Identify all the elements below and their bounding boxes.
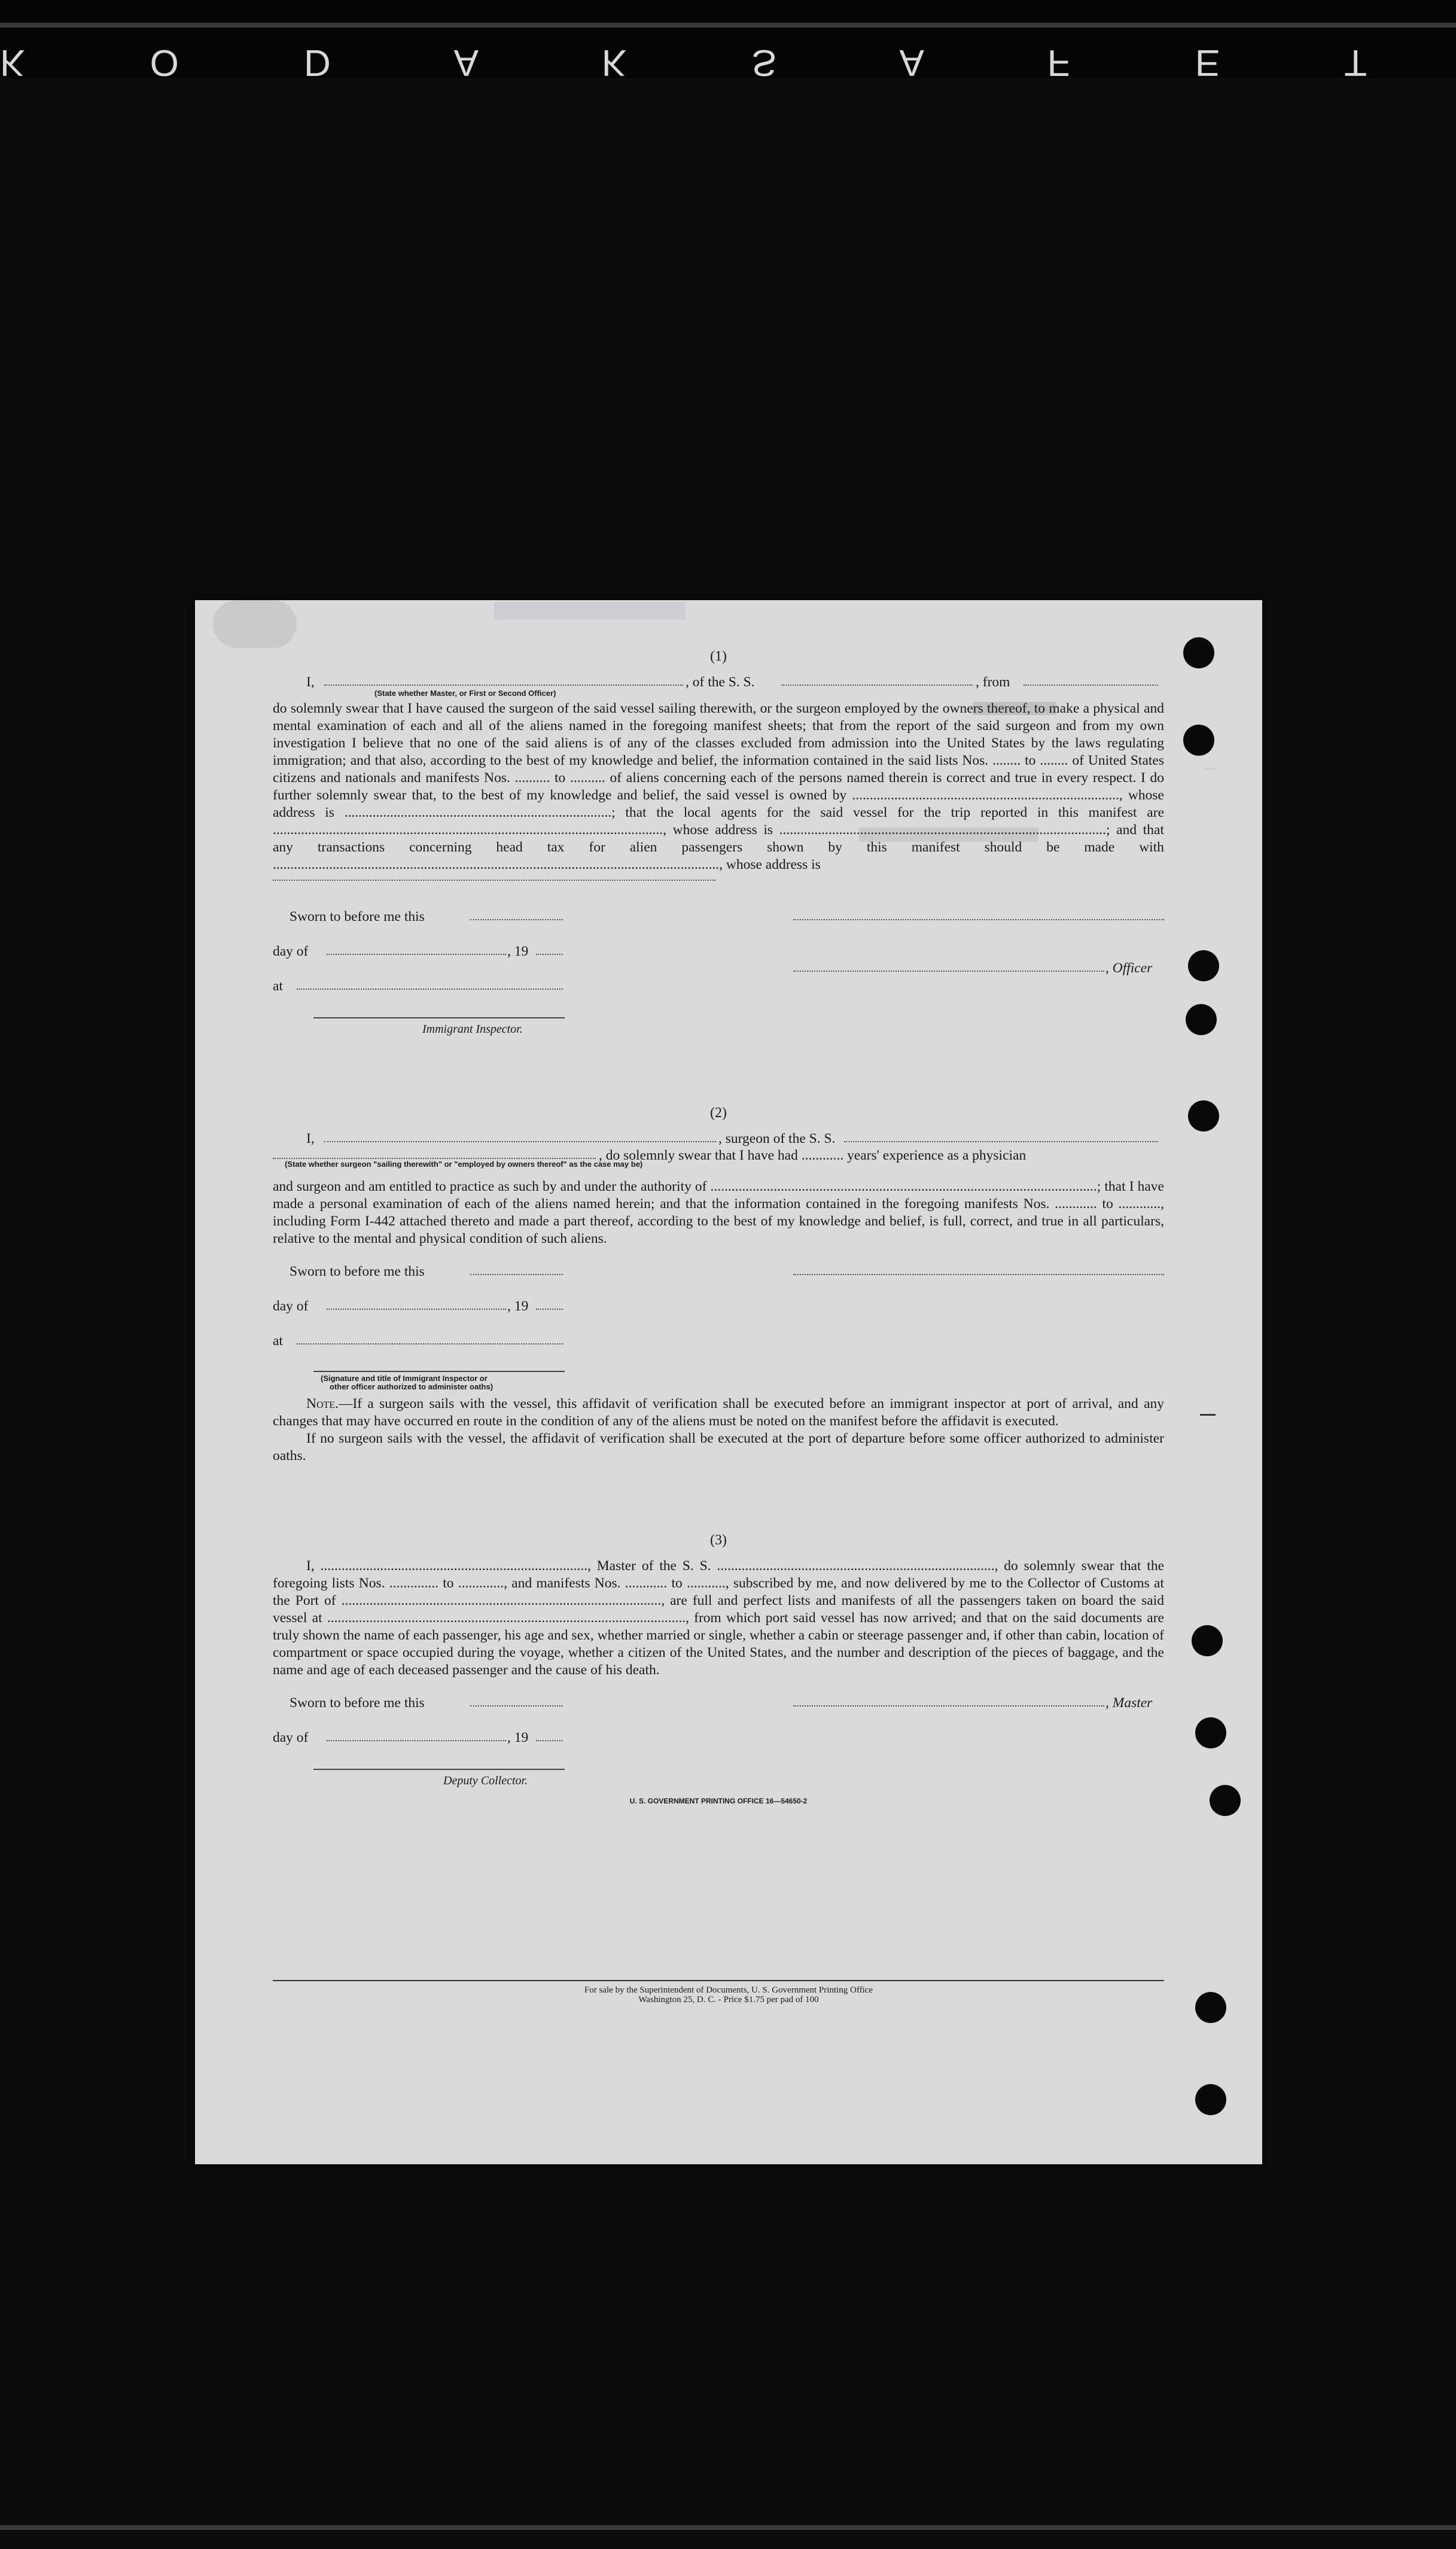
surgeon-status-field[interactable] [273,1147,596,1159]
section1-header-line [273,674,1164,700]
immigrant-inspector-caption: Immigrant Inspector. [422,1023,523,1036]
officer-label: , Officer [1105,960,1153,976]
section1-oath-text: do solemnly swear that I have caused the surgeon of the said vessel sailing therewith, or the surgeon employed by the owners thereof, to make a physical and mental examination of each and all of the aliens named in the foregoing manifest sheets; that from the report of the said surgeon and from my own investigation I believe that no one of the said aliens is of any of the classes excluded from admission into the United States by the laws regulating immigration; and that also, according to the best of my knowledge and belief, the information contained in the said lists Nos. ........ to ........ of United States citizens and nationals and manifests Nos. .......... to .......... of aliens concerning each of the persons named therein is correct and true in every respect. I do further solemnly swear that, to the best of my knowledge and belief, the said vessel is owned by ............................................................................, whose address is ............................................................................; that the local agents for the said vessel for the trip reported in this manifest are ..............................................................................................................., whose address is .............................................................................................; and that any transactions concerning head tax for alien passengers shown by this manifest should be made with ..............................................................................................................................., whose address is [273,701,1164,872]
surgeon-status-caption: (State whether surgeon "sailing therewith" or "employed by owners thereof" as the case may be) [285,1160,643,1169]
i-label: I, [306,1131,315,1146]
month-field[interactable] [327,1729,506,1741]
edge-mark [1200,1414,1216,1416]
vessel-field[interactable] [781,674,973,686]
printer-imprint: U. S. GOVERNMENT PRINTING OFFICE 16—54650-2 [629,1797,808,1805]
punch-hole [1188,950,1219,981]
section-number: (1) [710,649,727,664]
section2-oath-text: and surgeon and am entitled to practice as such by and under the authority of ..............................................................................................................; that I have made a personal examination of each of the aliens named herein; and that the information contained in the foregoing manifests Nos. ............ to ............, including Form I-442 attached thereto and made a part thereof, according to the best of my knowledge and belief, is full, correct, and true in all particulars, relative to the mental and physical condition of such aliens. [273,1179,1164,1246]
manifest-verification-page [195,600,1262,2164]
master-signature-field[interactable] [793,1695,1104,1707]
name-field[interactable] [324,674,683,686]
punch-hole [1210,1785,1241,1816]
footer-rule [273,1980,1164,1981]
section1-signature-block [273,908,1164,1046]
footer-line1: For sale by the Superintendent of Documents, U. S. Government Printing Office [584,1985,873,1995]
from-label: , from [976,674,1010,690]
section2-header [273,1130,1164,1178]
year-label: , 19 [507,944,529,959]
sworn-label: Sworn to before me this [290,909,425,924]
at-label: at [273,1333,283,1349]
day-of-label: day of [273,1298,309,1314]
of-ss-label: , of the S. S. [686,674,755,690]
punch-hole [1188,1100,1219,1131]
bleed-through-mark [213,600,297,648]
deputy-collector-caption: Deputy Collector. [443,1774,528,1787]
sworn-label: Sworn to before me this [290,1695,425,1711]
year-field[interactable] [536,1729,563,1741]
day-of-label: day of [273,1730,309,1745]
punch-hole [1183,725,1214,756]
master-label: , Master [1105,1695,1153,1711]
sworn-label: Sworn to before me this [290,1264,425,1279]
section-number: (3) [710,1532,727,1548]
signature-caption-line1: (Signature and title of Immigrant Inspector or [321,1374,488,1383]
day-of-label: day of [273,944,309,959]
year-field[interactable] [536,943,563,955]
punch-hole [1195,1717,1226,1748]
note-text: —If a surgeon sails with the vessel, this affidavit of verification shall be executed before an immigrant inspector at port of arrival, and any changes that may have occurred en route in the condition of any of the aliens must be noted on the manifest before the affidavit is executed. [273,1396,1164,1429]
edge-mark [1205,768,1217,769]
month-field[interactable] [327,1298,506,1310]
official-signature-line[interactable] [313,1371,565,1372]
film-top-band [0,23,1456,28]
film-bottom-band [0,2525,1456,2530]
year-label: , 19 [507,1730,529,1745]
address-continuation-field[interactable] [273,874,715,881]
signature-caption-line2: other officer authorized to administer oaths) [330,1382,494,1391]
officer-signature-field[interactable] [793,908,1164,920]
surgeon-note [273,1395,1164,1430]
from-field[interactable] [1024,674,1158,686]
i-label: I, [306,674,315,690]
officer-rank-caption: (State whether Master, or First or Second Officer) [374,689,556,698]
sworn-date-field[interactable] [470,1695,563,1707]
section3-oath-text: I, ............................................................................, Master of the S. S. ..............................................................................., do solemnly swear that the foregoing lists Nos. .............. to ............., and manifests Nos. ............ to ..........., subscribed by me, and now delivered by me to the Collector of Customs at the Port of ..........................................................................................., are full and perfect lists and manifests of all the passengers taken on board the said vessel at ......................................................................................................, from which port said vessel has now arrived; and that on the said documents are truly shown the name of each passenger, his age and sex, whether married or single, whether a cabin or steerage passenger and, if other than cabin, location of compartment or space occupied during the voyage, whether a citizen of the United States, and the number and description of the pieces of baggage, and the name and age of each deceased passenger and the cause of his death. [273,1558,1164,1678]
at-label: at [273,978,283,994]
officer-title-field[interactable] [793,960,1104,972]
experience-line: , do solemnly swear that I have had ............ years' experience as a physician [599,1148,1026,1163]
year-field[interactable] [536,1298,563,1310]
sworn-date-field[interactable] [470,908,563,920]
place-field[interactable] [297,978,563,990]
inspector-signature-line[interactable] [313,1017,565,1018]
surgeon-note-2: If no surgeon sails with the vessel, the affidavit of verification shall be executed at the port of departure before some officer authorized to administer oaths. [273,1431,1164,1464]
year-label: , 19 [507,1298,529,1314]
punch-hole [1186,1004,1217,1035]
punch-hole [1183,637,1214,668]
punch-hole [1195,2084,1226,2115]
surgeon-signature-field[interactable] [793,1263,1164,1275]
month-field[interactable] [327,943,506,955]
surgeon-name-field[interactable] [324,1130,716,1142]
section3-signature-block [273,1695,1164,1790]
sworn-date-field[interactable] [470,1263,563,1275]
section2-signature-block [273,1263,1164,1392]
deputy-collector-signature-line[interactable] [313,1769,565,1770]
place-field[interactable] [297,1333,563,1345]
vessel-field[interactable] [844,1130,1158,1142]
note-label: Note. [306,1396,339,1412]
affidavit-content [273,648,1164,1810]
bleed-through-mark [494,602,686,620]
film-edge-text: K O D A K S A F E T [0,42,1425,83]
punch-hole [1192,1625,1223,1656]
section-number: (2) [710,1105,727,1121]
surgeon-of-label: , surgeon of the S. S. [718,1131,836,1146]
footer-line2: Washington 25, D. C. - Price $1.75 per pad of 100 [638,1995,819,2004]
